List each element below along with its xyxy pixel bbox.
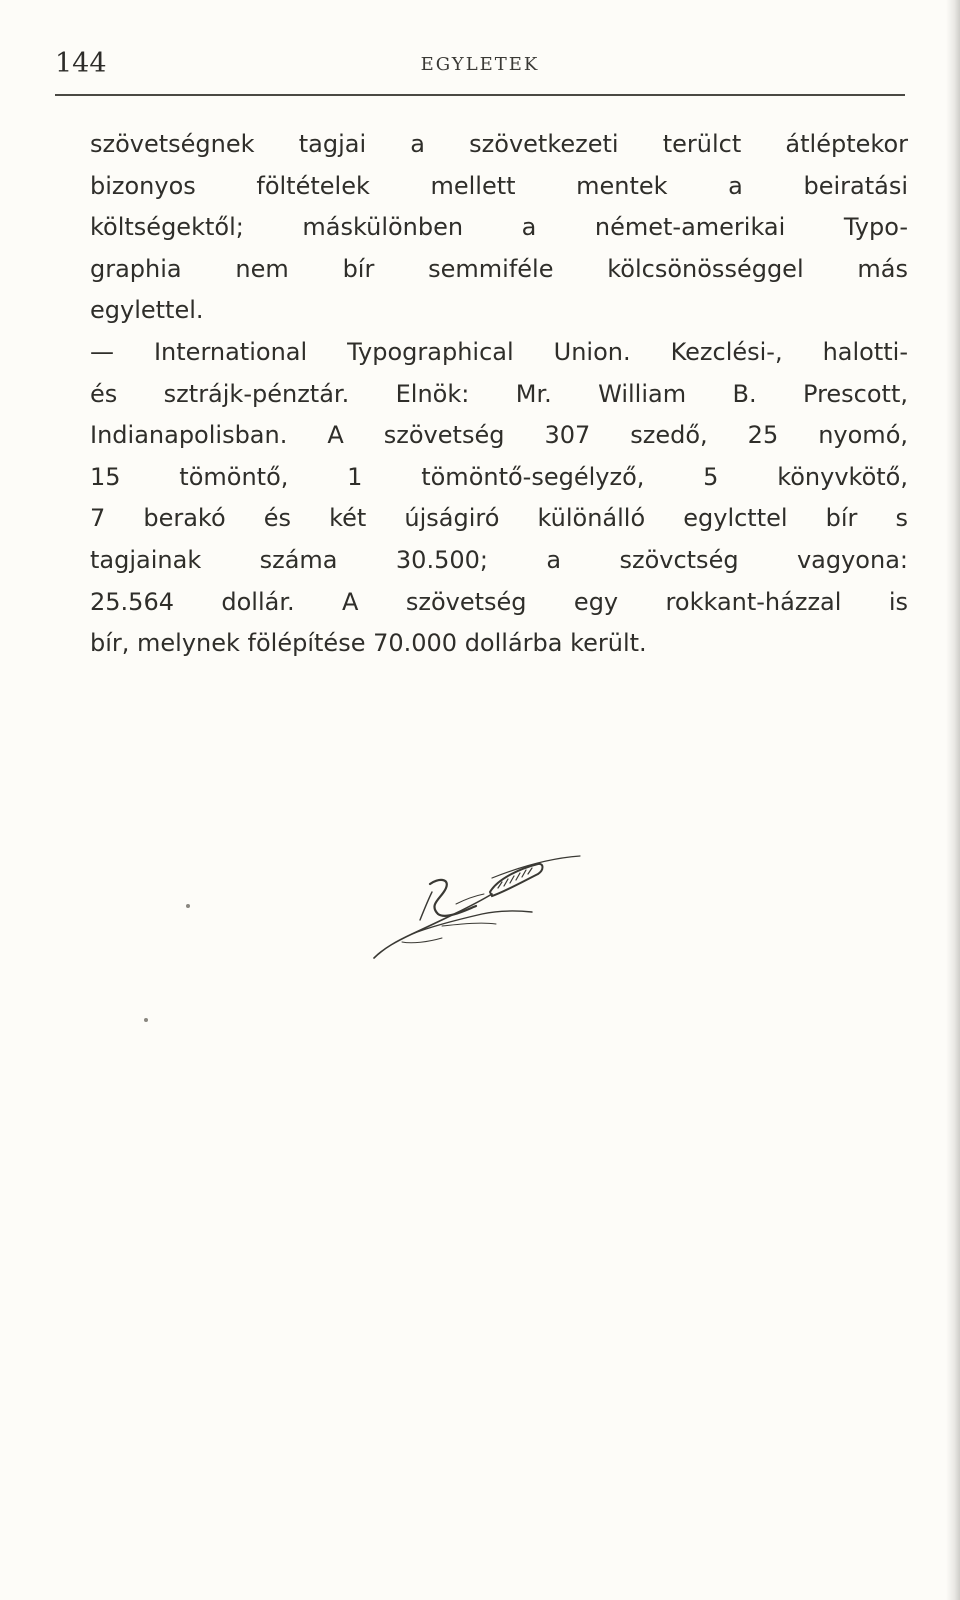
body-text <box>90 124 908 665</box>
page-number: 144 <box>55 48 107 79</box>
paper-speck <box>186 904 190 908</box>
page-header <box>55 44 905 88</box>
text-line: 15 tömöntő, 1 tömöntő-segélyző, 5 könyvkötő, <box>90 462 908 491</box>
text-line: bír, melynek fölépítése 70.000 dollárba került. <box>90 629 647 658</box>
text-line: és sztrájk-pénztár. Elnök: Mr. William B. Prescott, <box>90 379 908 408</box>
text-line: bizonyos föltételek mellett mentek a beiratási <box>90 171 908 200</box>
paper-speck <box>144 1018 148 1022</box>
text-line: 25.564 dollár. A szövetség egy rokkant-házzal is <box>90 587 908 616</box>
text-line: szövetségnek tagjai a szövetkezeti terülct átléptekor <box>90 130 908 158</box>
text-line: graphia nem bír semmiféle kölcsönösséggel más <box>90 254 908 283</box>
text-line: — International Typographical Union. Kezclési-, halotti- <box>90 337 908 366</box>
cattail-reed-ornament-icon <box>372 848 584 963</box>
text-line: 7 berakó és két újságiró különálló egylcttel bír s <box>90 504 908 533</box>
page-edge-shadow <box>946 0 960 1600</box>
text-line: tagjainak száma 30.500; a szövctség vagyona: <box>90 545 908 574</box>
text-line: költségektől; máskülönben a német-amerikai Typo- <box>90 213 908 242</box>
running-head: EGYLETEK <box>420 54 540 75</box>
header-rule <box>55 94 905 96</box>
text-line: Indianapolisban. A szövetség 307 szedő, 25 nyomó, <box>90 421 908 450</box>
text-line: egylettel. <box>90 296 204 325</box>
